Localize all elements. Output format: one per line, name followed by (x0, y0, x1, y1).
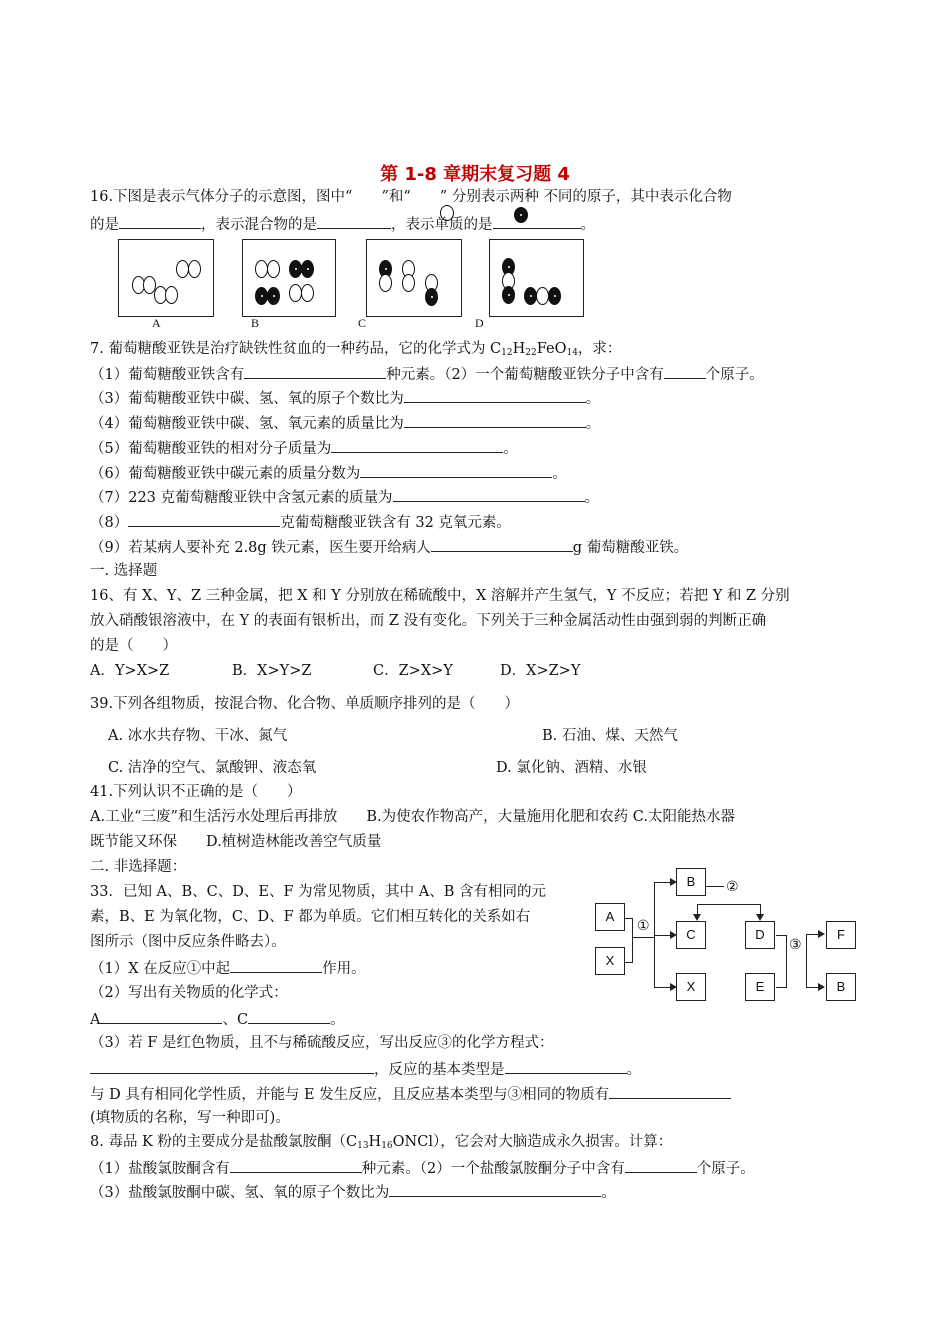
molecule-box-d (489, 239, 584, 317)
q41-stem: 41.下列认识不正确的是（ ） (90, 784, 302, 800)
q41-line1: A.工业“三废”和生活污水处理后再排放 B.为使农作物高产，大量施用化肥和农药 C.太阳能热水器 (90, 809, 735, 825)
answer-blank[interactable] (393, 486, 585, 502)
answer-blank[interactable] (128, 511, 280, 527)
answer-blank[interactable] (404, 412, 586, 428)
molecule-box-a (118, 239, 214, 317)
node-x-output: X (676, 973, 706, 1001)
answer-blank[interactable] (248, 1008, 330, 1024)
section-choice-heading: 一. 选择题 (90, 563, 158, 579)
q16b-option-b[interactable]: B．X>Y>Z (232, 663, 312, 679)
answer-blank[interactable] (389, 1181, 601, 1197)
q39-option-d[interactable]: D. 氯化钠、酒精、水银 (496, 760, 647, 776)
q8-intro: 8. 毒品 K 粉的主要成分是盐酸氯胺酮$(C_{13}H_{16}ONCl)$，它会对大脑造成永久损害。计算： (90, 1134, 673, 1151)
answer-blank[interactable] (90, 1058, 374, 1074)
answer-blank[interactable] (230, 1157, 362, 1173)
q16b-line1: 16、有 X、Y、Z 三种金属，把 X 和 Y 分别放在稀硫酸中，X 溶解并产生氢气，Y 不反应；若把 Y 和 Z 分别 (90, 588, 790, 604)
q7-part4: （4）葡萄糖酸亚铁中碳、氢、氧元素的质量比为 。 (90, 412, 600, 434)
page-title: 第 1-8 章期末复习题 4 (380, 164, 570, 185)
section-nonchoice-heading: 二. 非选择题： (90, 859, 187, 875)
q33-line1: 33．已知 A、B、C、D、E、F 为常见物质，其中 A、B 含有相同的元 (90, 884, 547, 900)
option-label-a: A (152, 316, 161, 330)
q33-line3: 图所示（图中反应条件略去）。 (90, 934, 286, 950)
q39-option-a[interactable]: A. 冰水共存物、干冰、氮气 (108, 728, 288, 744)
q16b-line3: 的是（ ） (90, 638, 177, 654)
answer-blank[interactable] (404, 387, 586, 403)
q16a-line2: 的是 ，表示混合物的是 ，表示单质的是 。 (90, 213, 595, 235)
q33-part3: （3）若 F 是红色物质，且不与稀硫酸反应，写出反应③的化学方程式： (90, 1035, 554, 1051)
q7-part8: （8） 克葡萄糖酸亚铁含有 32 克氧元素。 (90, 511, 511, 533)
answer-blank[interactable] (331, 437, 503, 453)
q16b-option-d[interactable]: D．X>Z>Y (500, 663, 581, 679)
q7-part6: （6）葡萄糖酸亚铁中碳元素的质量分数为 。 (90, 462, 567, 484)
q33-line2: 素，B、E 为氧化物，C、D、F 都为单质。它们相互转化的关系如右 (90, 909, 531, 925)
q16a-line1: 16.下图是表示气体分子的示意图，图中“ ”和“ ” 分别表示两种 不同的原子，其中表示化合物 (90, 189, 732, 205)
q8-part3: （3）盐酸氯胺酮中碳、氢、氧的原子个数比为 。 (90, 1181, 616, 1203)
node-b-output: B (826, 973, 856, 1001)
answer-blank[interactable] (119, 213, 201, 229)
answer-blank[interactable] (244, 363, 386, 379)
answer-blank[interactable] (317, 213, 391, 229)
molecule-box-c (366, 239, 462, 317)
q39-option-b[interactable]: B. 石油、煤、天然气 (542, 728, 678, 744)
option-label-b: B (251, 316, 260, 330)
q33-part2-answers: A 、C 。 (90, 1008, 345, 1030)
node-b: B (676, 868, 706, 896)
q7-part7: （7）223 克葡萄糖酸亚铁中含氢元素的质量为 。 (90, 486, 599, 508)
answer-blank[interactable] (230, 957, 322, 973)
node-c: C (676, 921, 706, 949)
q33-part2: （2）写出有关物质的化学式： (90, 985, 288, 1001)
answer-blank[interactable] (493, 213, 581, 229)
answer-blank[interactable] (664, 363, 706, 379)
option-label-d: D (475, 316, 484, 330)
answer-blank[interactable] (505, 1058, 627, 1074)
answer-blank[interactable] (431, 536, 573, 552)
answer-blank[interactable] (625, 1157, 697, 1173)
node-a: A (595, 903, 625, 931)
q7-part5: （5）葡萄糖酸亚铁的相对分子质量为 。 (90, 437, 518, 459)
q7-part3: （3）葡萄糖酸亚铁中碳、氢、氧的原子个数比为 。 (90, 387, 600, 409)
q33-part5: (填物质的名称，写一种即可)。 (90, 1110, 290, 1126)
q8-part1: （1）盐酸氯胺酮含有 种元素。（2）一个盐酸氯胺酮分子中含有 个原子。 (90, 1157, 755, 1179)
reaction-1-label: ① (637, 918, 650, 934)
molecule-box-b (242, 239, 336, 317)
reaction-3-label: ③ (789, 937, 802, 953)
q7-part9: （9）若某病人要补充 2.8g 铁元素，医生要开给病人 g 葡萄糖酸亚铁。 (90, 536, 688, 558)
q39-stem: 39.下列各组物质，按混合物、化合物、单质顺序排列的是（ ） (90, 696, 520, 712)
reaction-2-label: ② (726, 879, 739, 895)
q41-line2: 既节能又环保 D.植树造林能改善空气质量 (90, 834, 382, 850)
node-f: F (826, 921, 856, 949)
q7-part1: （1）葡萄糖酸亚铁含有 种元素。（2）一个葡萄糖酸亚铁分子中含有 个原子。 (90, 363, 764, 385)
node-e: E (745, 973, 775, 1001)
answer-blank[interactable] (100, 1008, 222, 1024)
answer-blank[interactable] (360, 462, 552, 478)
node-d: D (745, 921, 775, 949)
node-x-input: X (595, 947, 625, 975)
q16b-line2: 放入硝酸银溶液中，在 Y 的表面有银析出，而 Z 没有变化。下列关于三种金属活动性由强到弱的判断正确 (90, 613, 767, 629)
q33-part3-answers: ，反应的基本类型是 。 (90, 1058, 641, 1080)
q7-intro: 7. 葡萄糖酸亚铁是治疗缺铁性贫血的一种药品，它的化学式为 $C_{12}H_{22}FeO_{14}$，求： (90, 341, 622, 358)
option-label-c: C (358, 316, 367, 330)
q39-option-c[interactable]: C. 洁净的空气、氯酸钾、液态氧 (108, 760, 317, 776)
q16b-option-c[interactable]: C．Z>X>Y (373, 663, 453, 679)
answer-blank[interactable] (609, 1083, 731, 1099)
q16b-option-a[interactable]: A．Y>X>Z (90, 663, 170, 679)
q33-part4: 与 D 具有相同化学性质，并能与 E 发生反应，且反应基本类型与③相同的物质有 (90, 1083, 731, 1105)
q33-part1: （1）X 在反应①中起 作用。 (90, 957, 366, 979)
